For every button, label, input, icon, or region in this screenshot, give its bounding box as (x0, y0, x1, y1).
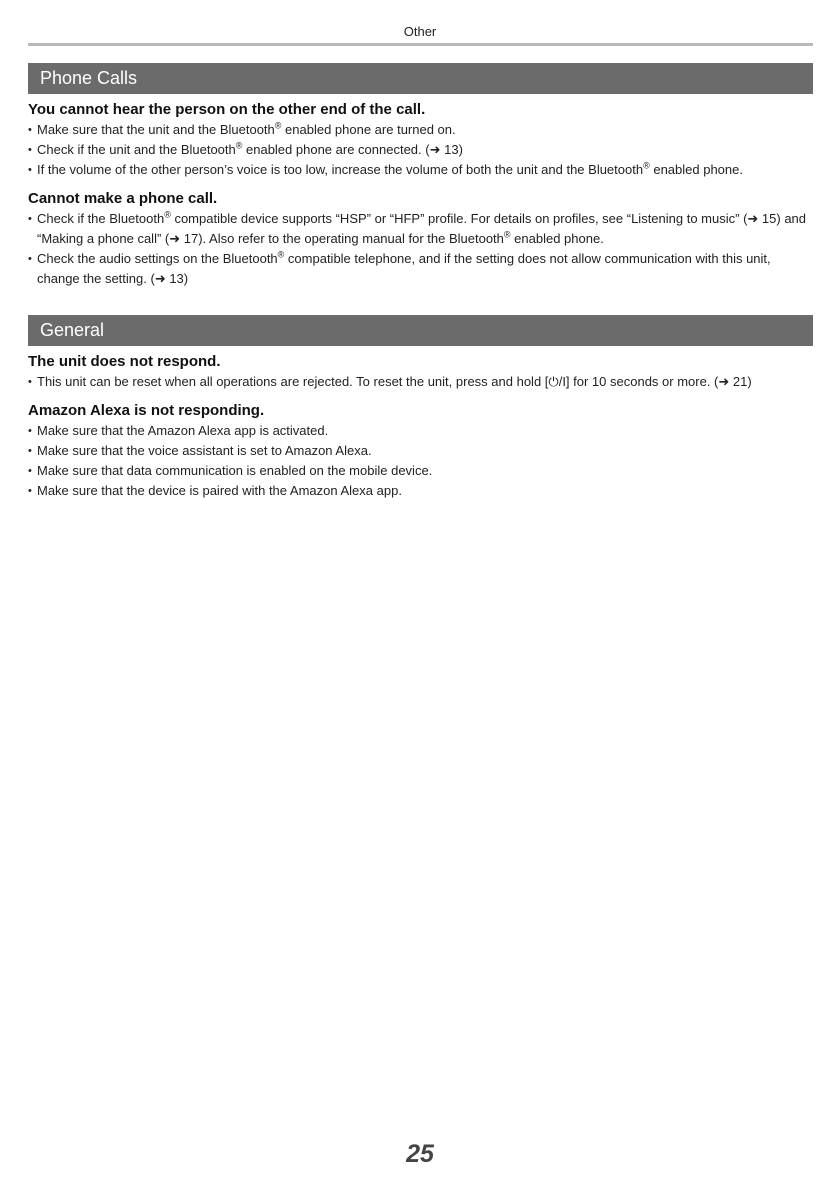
page-header: Other (403, 24, 437, 39)
bullet-item (28, 372, 813, 392)
arrow-right-icon: ➜ (154, 271, 166, 286)
arrow-right-icon: ➜ (429, 142, 441, 157)
bullet-text: enabled phone are connected. ( (242, 142, 430, 157)
bullet-text: enabled phone are turned on. (281, 122, 456, 137)
section-title: Phone Calls (28, 63, 813, 94)
bullet-item (28, 441, 813, 461)
item-heading: Cannot make a phone call. (28, 190, 218, 207)
bullet-item (28, 120, 813, 140)
registered-mark: ® (503, 229, 511, 240)
bullet-text: If the volume of the other person’s voice is too low, increase the volume of both the unit and the Bluetooth (37, 162, 644, 177)
section-title: General (28, 315, 813, 346)
troubleshooting-item (28, 190, 813, 289)
bullet-text: Check the audio settings on the Bluetooth (37, 251, 278, 266)
registered-mark: ® (164, 209, 171, 220)
bullet-text: enabled phone. (510, 231, 604, 246)
bullet-text: compatible telephone, and if the setting does not allow communication with this unit, change the setting. ( (37, 251, 771, 286)
bullet-text: This unit can be reset when all operations are rejected. To reset the unit, press and hold [ (37, 374, 549, 389)
arrow-right-icon: ➜ (747, 211, 759, 226)
bullet-text: Make sure that the Amazon Alexa app is activated. (37, 423, 329, 438)
power-icon: ⏻ (548, 374, 559, 389)
troubleshooting-item (28, 353, 813, 392)
registered-mark: ® (274, 120, 282, 131)
arrow-right-icon: ➜ (718, 374, 730, 389)
bullet-text: Check if the Bluetooth (37, 211, 165, 226)
bullet-item (28, 421, 813, 441)
bullet-item (28, 160, 813, 180)
registered-mark: ® (235, 140, 243, 151)
bullet-list (28, 372, 813, 392)
bullet-list (28, 120, 813, 180)
section-general (28, 315, 813, 501)
bullet-item (28, 249, 813, 289)
bullet-list (28, 209, 813, 289)
page-number: 25 (406, 1140, 434, 1168)
bullet-text: Check if the unit and the Bluetooth (37, 142, 236, 157)
troubleshooting-item (28, 402, 813, 501)
arrow-right-icon: ➜ (169, 231, 181, 246)
bullet-item (28, 461, 813, 481)
bullet-text: 13) (165, 271, 189, 286)
content (28, 63, 813, 527)
registered-mark: ® (643, 160, 650, 171)
section-phone-calls (28, 63, 813, 289)
item-heading: You cannot hear the person on the other end of the call. (28, 101, 426, 118)
bullet-text: 15) and “Making a phone call” ( (37, 211, 807, 246)
bullet-text: Make sure that the device is paired with the Amazon Alexa app. (37, 483, 402, 498)
header-rule (28, 43, 813, 46)
item-heading: Amazon Alexa is not responding. (28, 402, 265, 419)
registered-mark: ® (277, 249, 285, 260)
bullet-text: /I] for 10 seconds or more. ( (558, 374, 719, 389)
bullet-item (28, 140, 813, 160)
bullet-item (28, 481, 813, 501)
bullet-text: 17). Also refer to the operating manual for the Bluetooth (180, 231, 504, 246)
bullet-text: 21) (729, 374, 752, 389)
item-heading: The unit does not respond. (28, 353, 221, 370)
bullet-text: enabled phone. (649, 162, 743, 177)
bullet-text: Make sure that data communication is enabled on the mobile device. (37, 463, 433, 478)
bullet-item (28, 209, 813, 249)
bullet-text: compatible device supports “HSP” or “HFP” profile. For details on profiles, see “Listening to music” ( (170, 211, 748, 226)
bullet-list (28, 421, 813, 501)
troubleshooting-item (28, 101, 813, 180)
bullet-text: 13) (440, 142, 463, 157)
bullet-text: Make sure that the unit and the Bluetooth (37, 122, 275, 137)
bullet-text: Make sure that the voice assistant is set to Amazon Alexa. (37, 443, 372, 458)
